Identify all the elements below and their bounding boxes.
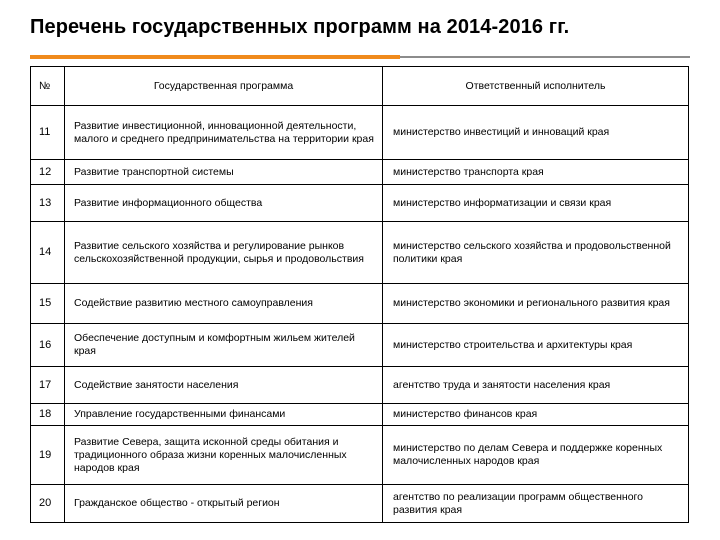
row-number: 16 [31, 324, 65, 367]
row-program: Развитие Севера, защита исконной среды обитания и традиционного образа жизни коренных малочисленных народов края [65, 426, 383, 485]
table-row [31, 485, 689, 523]
row-executor: министерство экономики и регионального развития края [383, 284, 689, 324]
row-program: Гражданское общество - открытый регион [65, 485, 383, 523]
table-row [31, 222, 689, 284]
header-number: № [31, 67, 65, 106]
row-number: 18 [31, 404, 65, 426]
row-executor: агентство труда и занятости населения края [383, 367, 689, 404]
row-program: Содействие занятости населения [65, 367, 383, 404]
row-program: Содействие развитию местного самоуправления [65, 284, 383, 324]
row-program: Обеспечение доступным и комфортным жильем жителей края [65, 324, 383, 367]
page-title: Перечень государственных программ на 2014-2016 гг. [30, 16, 570, 38]
row-executor: министерство сельского хозяйства и продовольственной политики края [383, 222, 689, 284]
row-program: Развитие информационного общества [65, 185, 383, 222]
table-row [31, 185, 689, 222]
table-row [31, 324, 689, 367]
table-row [31, 106, 689, 160]
row-program: Управление государственными финансами [65, 404, 383, 426]
row-number: 12 [31, 160, 65, 185]
row-number: 17 [31, 367, 65, 404]
table-row [31, 284, 689, 324]
table-row [31, 160, 689, 185]
header-program: Государственная программа [65, 67, 383, 106]
row-executor: министерство транспорта края [383, 160, 689, 185]
row-executor: министерство строительства и архитектуры края [383, 324, 689, 367]
row-executor: министерство финансов края [383, 404, 689, 426]
table-row [31, 404, 689, 426]
row-number: 15 [31, 284, 65, 324]
row-number: 13 [31, 185, 65, 222]
header-executor: Ответственный исполнитель [383, 67, 689, 106]
programs-table [30, 66, 689, 523]
row-number: 20 [31, 485, 65, 523]
table-row [31, 426, 689, 485]
row-number: 19 [31, 426, 65, 485]
row-executor: министерство по делам Севера и поддержке коренных малочисленных народов края [383, 426, 689, 485]
row-number: 14 [31, 222, 65, 284]
row-number: 11 [31, 106, 65, 160]
row-program: Развитие инвестиционной, инновационной деятельности, малого и среднего предпринимательства на территории края [65, 106, 383, 160]
table-header-row [31, 67, 689, 106]
row-executor: министерство информатизации и связи края [383, 185, 689, 222]
row-executor: агентство по реализации программ общественного развития края [383, 485, 689, 523]
row-program: Развитие транспортной системы [65, 160, 383, 185]
row-program: Развитие сельского хозяйства и регулирование рынков сельскохозяйственной продукции, сырья и продовольствия [65, 222, 383, 284]
table-row [31, 367, 689, 404]
title-accent-bar [30, 55, 400, 59]
row-executor: министерство инвестиций и инноваций края [383, 106, 689, 160]
